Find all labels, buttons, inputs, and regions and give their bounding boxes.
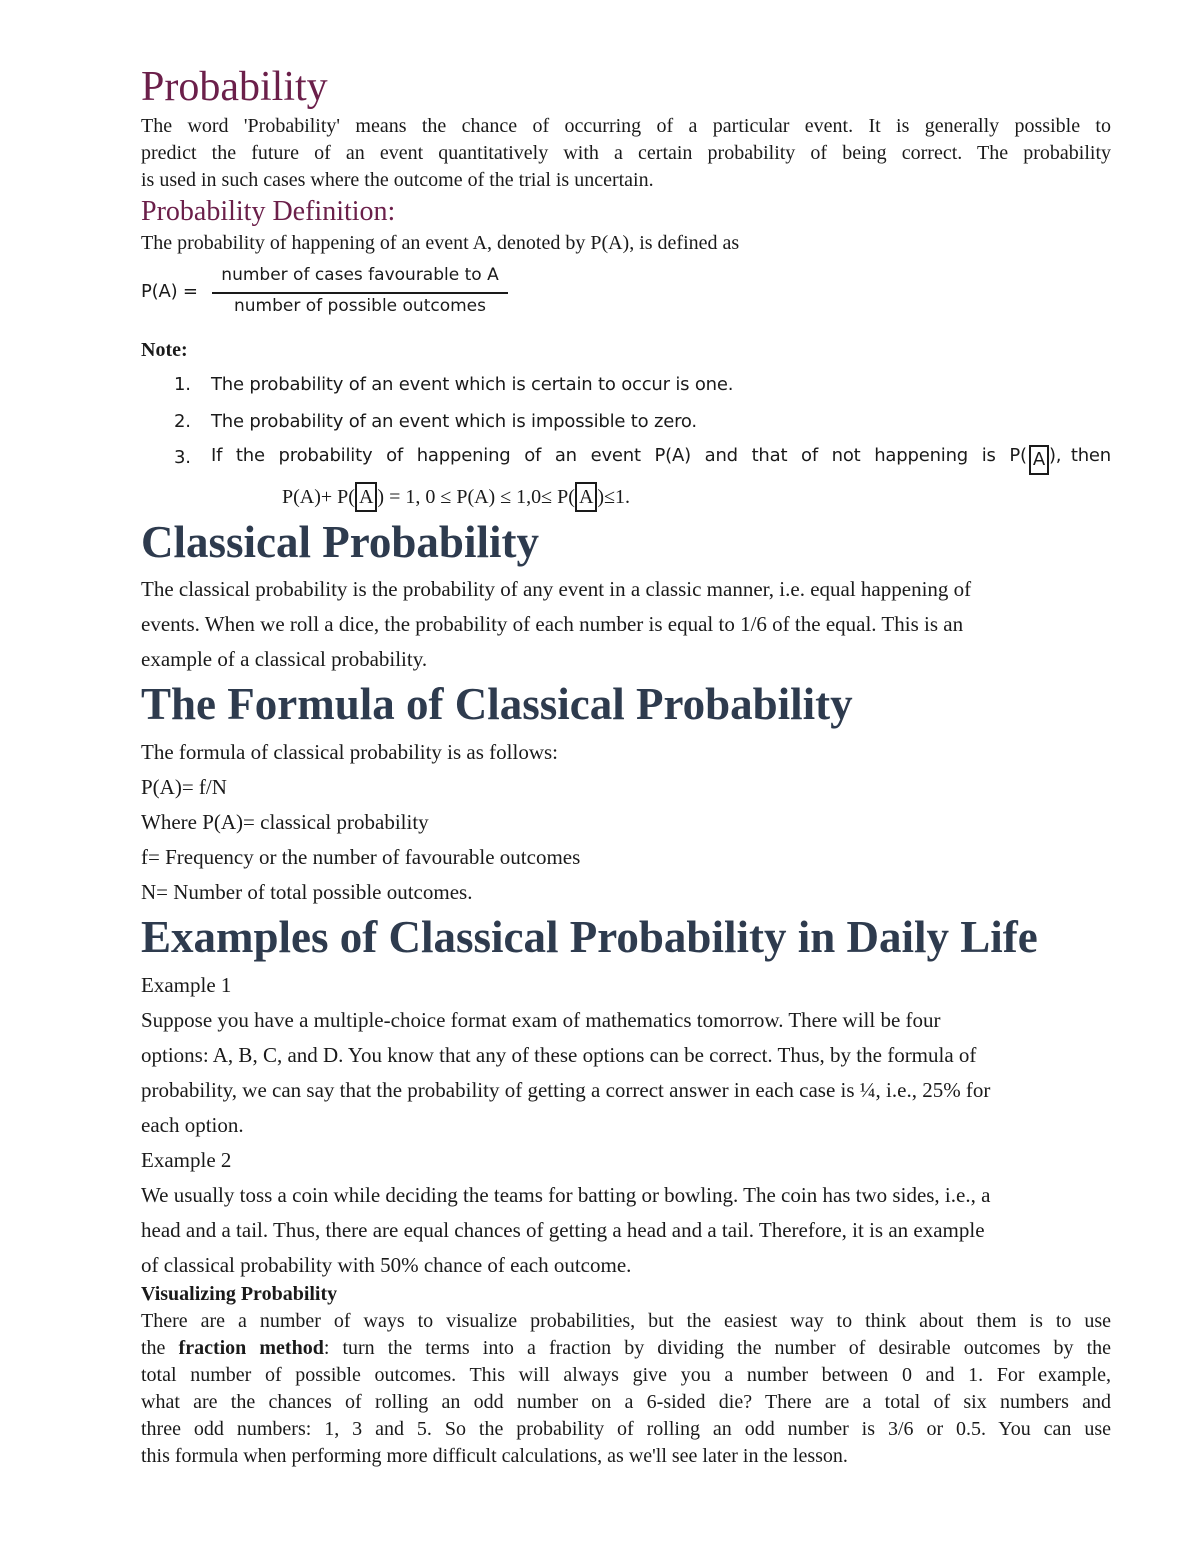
note-item-3-post: ), then <box>1048 445 1111 466</box>
fraction-bar <box>212 292 508 294</box>
note-label: Note: <box>141 339 188 361</box>
note-item-1-text: The probability of an event which is certain to occur is one. <box>211 374 734 395</box>
example-1-line-3: probability, we can say that the probability of getting a correct answer in each case is ¼, i.e., 25% for <box>141 1078 991 1102</box>
visualizing-line-2-post: : turn the terms into a fraction by dividing the number of desirable outcomes by the <box>323 1337 1112 1359</box>
intro-line-3: is used in such cases where the outcome of the trial is uncertain. <box>141 169 654 191</box>
definition-text: The probability of happening of an event A, denoted by P(A), is defined as <box>141 232 740 254</box>
example-2-line-1: We usually toss a coin while deciding the teams for batting or bowling. The coin has two sides, i.e., a <box>141 1183 991 1207</box>
visualizing-line-6: this formula when performing more difficult calculations, as we'll see later in the lesson. <box>141 1445 848 1467</box>
complement-box: A <box>575 482 597 512</box>
example-1-line-4: each option. <box>141 1113 244 1137</box>
note-item-1-number: 1. <box>174 374 191 395</box>
intro-line-1: The word 'Probability' means the chance of occurring of a particular event. It is generally possible to <box>141 115 1111 137</box>
note-item-2-number: 2. <box>174 411 191 432</box>
classical-line-1: The classical probability is the probability of any event in a classic manner, i.e. equal happening of <box>141 577 972 601</box>
note-item-2-text: The probability of an event which is impossible to zero. <box>211 411 697 432</box>
formula-line-5: N= Number of total possible outcomes. <box>141 880 473 904</box>
formula-part-2: ) = 1, 0 ≤ P(A) ≤ 1,0≤ P( <box>377 486 575 508</box>
definition-heading: Probability Definition: <box>141 196 396 227</box>
formula-line-3: Where P(A)= classical probability <box>141 810 429 834</box>
visualizing-line-2 <box>141 1335 1111 1362</box>
fraction-method-term: fraction method <box>178 1337 324 1359</box>
complement-formula <box>282 482 630 512</box>
visualizing-line-2-pre: the <box>141 1337 179 1359</box>
examples-heading: Examples of Classical Probability in Daily Life <box>141 912 1038 962</box>
classical-heading: Classical Probability <box>141 517 539 567</box>
note-item-3-text <box>211 445 1111 475</box>
complement-box: A <box>355 482 377 512</box>
visualizing-line-5: three odd numbers: 1, 3 and 5. So the probability of rolling an odd number is 3/6 or 0.5. You can use <box>141 1418 1111 1440</box>
formula-denominator: number of possible outcomes <box>233 296 486 316</box>
classical-line-2: events. When we roll a dice, the probability of each number is equal to 1/6 of the equal. This is an <box>141 612 964 636</box>
page-title: Probability <box>141 64 328 110</box>
formula-part-3: )≤1. <box>597 486 631 508</box>
formula-line-2: P(A)= f/N <box>141 775 227 799</box>
example-2-line-2: head and a tail. Thus, there are equal chances of getting a head and a tail. Therefore, it is an example <box>141 1218 985 1242</box>
formula-part-1: P(A)+ P( <box>282 486 355 508</box>
complement-box: A <box>1029 445 1049 475</box>
visualizing-heading: Visualizing Probability <box>141 1283 338 1305</box>
note-item-3-number: 3. <box>174 447 191 468</box>
formula-line-1: The formula of classical probability is as follows: <box>141 740 558 764</box>
note-item-3-pre: If the probability of happening of an event P(A) and that of not happening is P( <box>211 445 1027 466</box>
formula-heading: The Formula of Classical Probability <box>141 679 853 729</box>
example-2-line-3: of classical probability with 50% chance of each outcome. <box>141 1253 632 1277</box>
intro-line-2: predict the future of an event quantitatively with a certain probability of being correct. The probability <box>141 142 1111 164</box>
formula-line-4: f= Frequency or the number of favourable outcomes <box>141 845 581 869</box>
example-1-label: Example 1 <box>141 973 232 997</box>
example-1-line-1: Suppose you have a multiple-choice format exam of mathematics tomorrow. There will be four <box>141 1008 941 1032</box>
example-1-line-2: options: A, B, C, and D. You know that any of these options can be correct. Thus, by the formula of <box>141 1043 977 1067</box>
formula-lhs: P(A) = <box>141 281 198 302</box>
example-2-label: Example 2 <box>141 1148 232 1172</box>
visualizing-line-3: total number of possible outcomes. This will always give you a number between 0 and 1. For example, <box>141 1364 1111 1386</box>
classical-line-3: example of a classical probability. <box>141 647 428 671</box>
visualizing-line-1: There are a number of ways to visualize probabilities, but the easiest way to think about them is to use <box>141 1310 1111 1332</box>
visualizing-line-4: what are the chances of rolling an odd number on a 6-sided die? There are a total of six numbers and <box>141 1391 1111 1413</box>
formula-numerator: number of cases favourable to A <box>221 265 499 285</box>
